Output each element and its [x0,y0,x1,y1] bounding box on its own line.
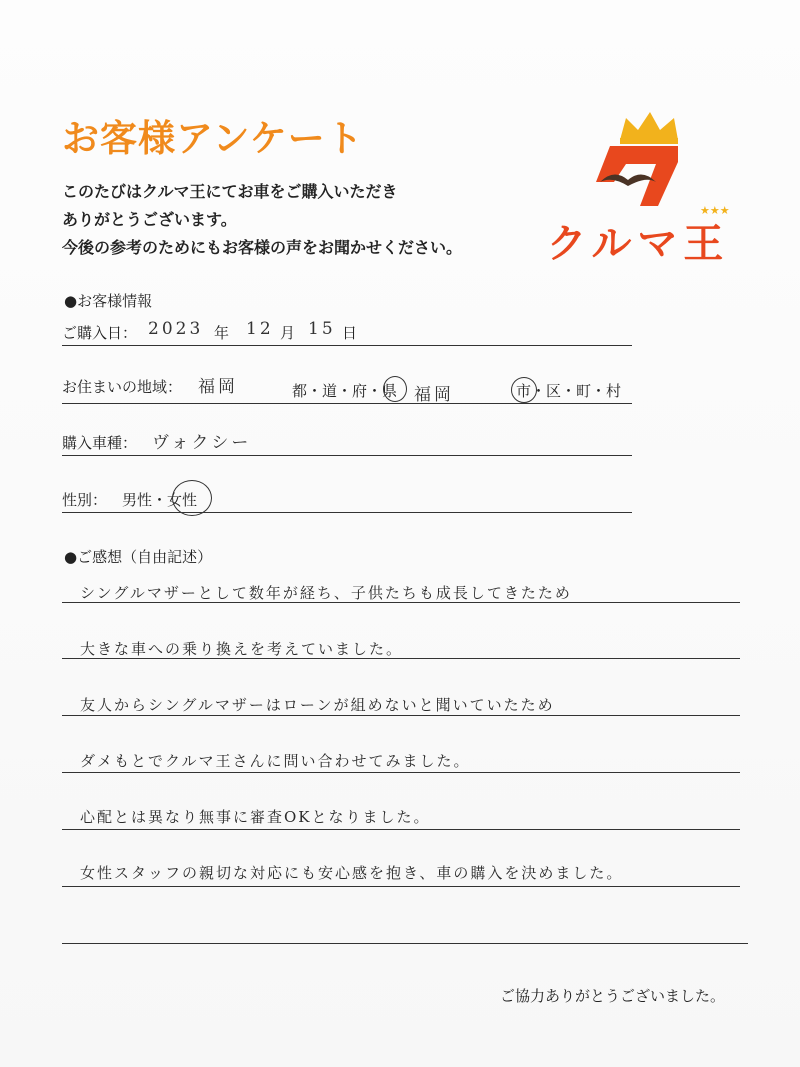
selection-circle [383,376,407,402]
intro-line: このたびはクルマ王にてお車をご購入いただき [62,182,398,201]
closing-message: ご協力ありがとうございました。 [500,987,726,1005]
intro-line: 今後の参考のためにもお客様の声をお聞かせください。 [62,238,463,257]
prefecture-value: 福岡 [198,377,238,397]
divider [62,715,740,716]
customer-info-heading: ●お客様情報 [64,292,153,310]
city-units: 市・区・町・村 [516,382,622,400]
divider [62,455,632,456]
vehicle-label: 購入車種： [62,434,138,452]
impressions-heading: ●ご感想（自由記述） [64,548,213,566]
divider [62,829,740,830]
purchase-month: 12 [246,319,274,339]
divider [62,886,740,887]
divider [62,602,740,603]
impression-line: ダメもとでクルマ王さんに問い合わせてみました。 [80,752,471,770]
vehicle-value: ヴォクシー [152,433,252,453]
month-unit: 月 [280,324,296,342]
survey-title: お客様アンケート [62,117,364,160]
selection-circle [172,480,212,516]
divider [62,512,632,513]
crown-icon [620,112,678,140]
impression-line: 友人からシングルマザーはローンが組めないと聞いていたため [80,696,555,714]
divider [62,403,632,404]
divider [62,658,740,659]
purchase-date-label: ご購入日： [62,324,138,342]
divider [62,943,748,944]
impression-line: シングルマザーとして数年が経ち、子供たちも成長してきたため [80,584,572,602]
prefecture-units: 都・道・府・県 [292,382,398,400]
year-unit: 年 [214,324,230,342]
intro-line: ありがとうございます。 [62,210,237,229]
divider [62,345,632,346]
svg-text:★★★: ★★★ [700,204,730,217]
logo-wordmark: クルマ王 [546,221,730,267]
day-unit: 日 [342,324,358,342]
purchase-day: 15 [308,319,336,339]
impression-line: 大きな車への乗り換えを考えていました。 [80,640,404,658]
selection-circle [511,377,537,403]
purchase-year: 2023 [148,319,204,339]
gender-label: 性別： [62,491,108,509]
divider [62,772,740,773]
intro-text [62,178,532,262]
city-value: 福岡 [414,385,454,405]
impression-line: 女性スタッフの親切な対応にも安心感を抱き、車の購入を決めました。 [80,864,624,882]
gender-options: 男性・女性 [122,491,198,509]
impression-line: 心配とは異なり無事に審査OKとなりました。 [80,808,431,826]
region-label: お住まいの地域： [62,378,183,396]
